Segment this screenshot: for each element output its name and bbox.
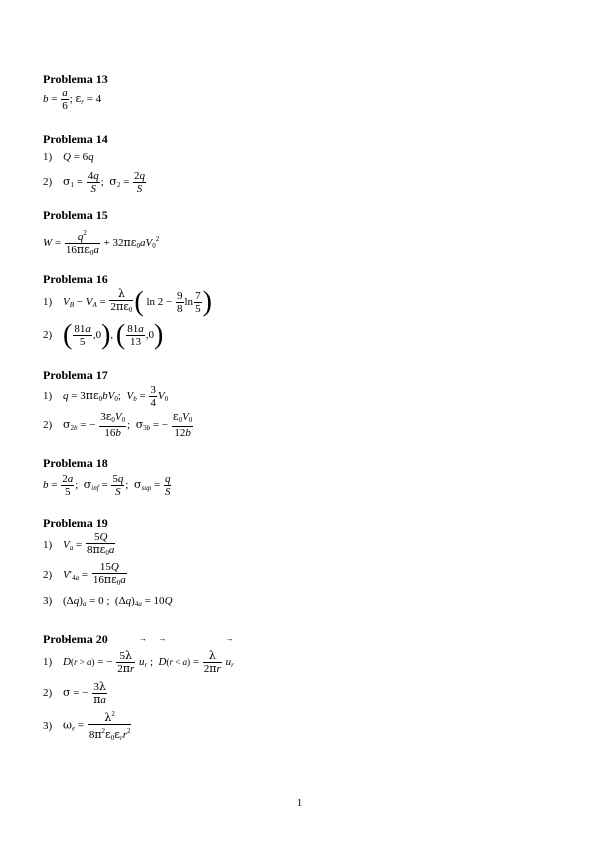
problem-20 [43,632,234,740]
page-number: 1 [296,797,303,809]
problem-13-title: Problema 13 [43,72,108,86]
problem-16-title: Problema 16 [43,272,108,286]
problem-19-title: Problema 19 [43,516,108,530]
problem-16-item-2: 2) ( $\frac{81a}{5}$ ,0), ( $\frac{81a}{13}$ ,0) [43,319,164,351]
problem-15 [43,208,159,256]
problem-15-answer: W = $\frac{q^2}{16\pi\varepsilon_0a}$ + $32\pi\varepsilon_0aV_0^2$ [43,229,160,258]
problem-18-title: Problema 18 [43,456,108,470]
problem-19 [43,516,173,612]
problem-16 [43,272,212,352]
problem-20-title: Problema 20 [43,632,108,646]
problem-17 [43,368,194,440]
problem-20-item-3: 3) $\omega_e$ = $\frac{\lambda^2}{8\pi^2\varepsilon_0\varepsilon_rr^2}$ [43,710,131,742]
problem-14-item-2: 2) $\sigma_1$ = $\frac{4q}{S}$ ; $\sigma_2$ = $\frac{2q}{S}$ [43,169,146,195]
problem-18-answer: b = $\frac{2a}{5}$ ; $\sigma_{inf}$ = $\frac{5q}{S}$ ; $\sigma_{sup}$ = $\frac{q}{S}$ [43,472,171,498]
problem-17-item-2: 2) $\sigma_{2b}$ = − $\frac{3\varepsilon_0V_0}{16b}$ ; $\sigma_{3b}$ = − $\frac{\varepsilon_0V_0}{12b}$ [43,410,193,440]
problem-19-item-3: 3) $(\Delta q)_a = 0$ ; $(\Delta q)_{4a} = 10Q$ [43,595,173,608]
problem-16-item-1: 1) $V_B - V_A$ = $\frac{\lambda}{2\pi\varepsilon_0}$ ( ln 2 − $\frac{9}{8}$ ln $\frac{7}{5}$ ) [43,286,212,318]
problem-13 [43,72,108,112]
problem-20-item-2: 2) σ = − $\frac{3\lambda}{\pi a}$ [43,679,106,706]
problem-20-item-1: 1)→ D(r > a) = − $\frac{5\lambda}{2\pi r}$ → $u_r$ ; → D(r < a) = $\frac{\lambda}{2\pi r}$ → $u_r$ [43,646,234,678]
problem-17-title: Problema 17 [43,368,108,382]
problem-19-item-1: 1) $V_a$ = $\frac{5Q}{8\pi\varepsilon_0a}$ [43,531,115,558]
problem-14-item-1: 1) Q = 6q [43,151,94,163]
problem-17-item-1: 1) $q = 3\pi\varepsilon_0bV_0$; $V_b$ = $\frac{3}{4}$ $V_0$ [43,383,169,409]
problem-13-answer: b = $\frac{a}{6}$ ; $\varepsilon_r = 4$ [43,86,102,112]
problem-19-item-2: 2) $V'_{4a}$ = $\frac{15Q}{16\pi\varepsilon_0a}$ [43,561,126,588]
problem-14-title: Problema 14 [43,132,108,146]
problem-18 [43,456,172,500]
problem-14 [43,132,147,196]
problem-15-title: Problema 15 [43,208,108,222]
